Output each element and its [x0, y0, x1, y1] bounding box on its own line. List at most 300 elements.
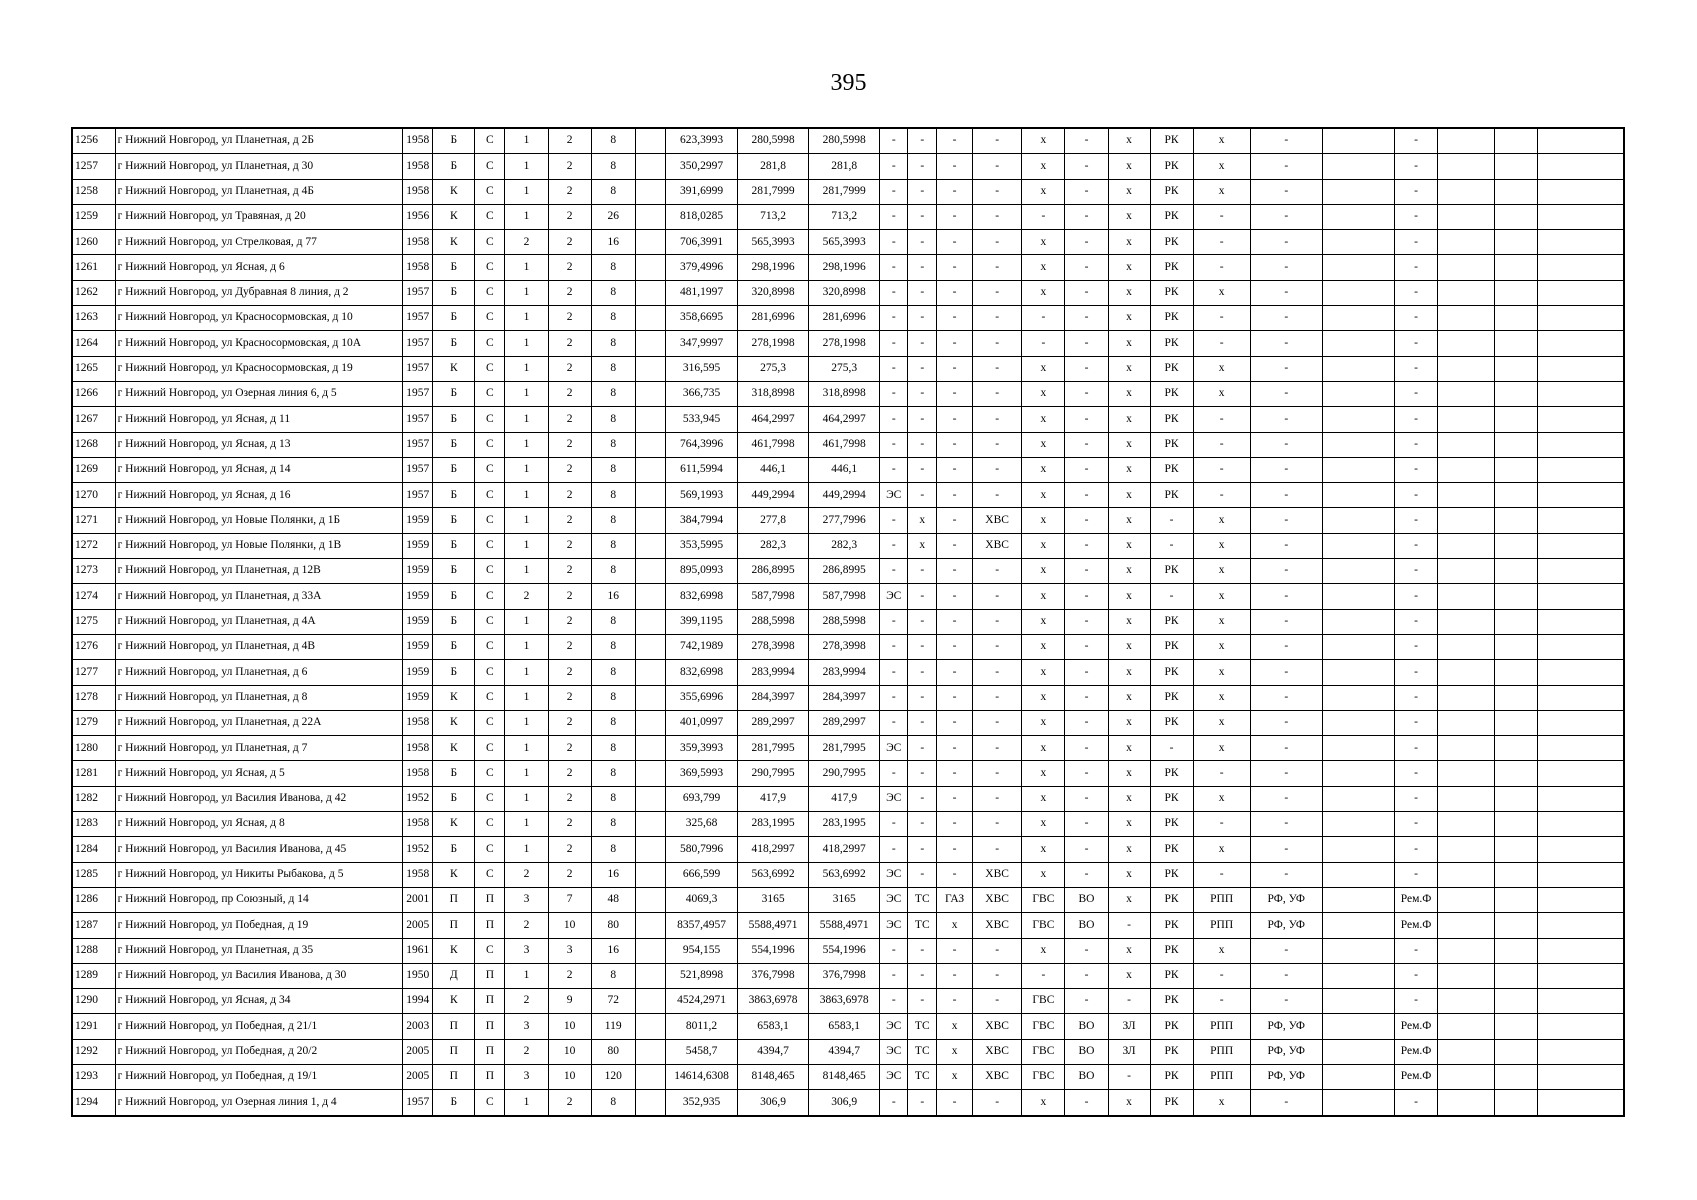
table-cell: ГАЗ — [937, 887, 973, 912]
table-cell: 1 — [505, 179, 548, 204]
table-cell: К — [433, 736, 475, 761]
table-cell: РК — [1150, 812, 1193, 837]
table-cell: - — [937, 736, 973, 761]
table-cell — [635, 533, 665, 558]
table-cell: - — [972, 381, 1022, 406]
table-cell — [1538, 230, 1624, 255]
table-cell: К — [433, 204, 475, 229]
table-cell: Б — [433, 634, 475, 659]
table-cell: 2 — [548, 963, 591, 988]
table-cell: г Нижний Новгород, ул Победная, д 21/1 — [115, 1014, 403, 1039]
table-cell: 1272 — [72, 533, 115, 558]
table-cell — [1322, 989, 1394, 1014]
table-cell: - — [937, 660, 973, 685]
table-cell — [1322, 913, 1394, 938]
table-row — [72, 685, 1624, 710]
table-cell: - — [908, 432, 937, 457]
table-cell: С — [475, 432, 505, 457]
table-cell: х — [1022, 761, 1065, 786]
table-cell: х — [1193, 786, 1250, 811]
table-cell: П — [433, 887, 475, 912]
table-cell: - — [1193, 407, 1250, 432]
table-cell: 282,3 — [809, 533, 880, 558]
table-cell: 1 — [505, 660, 548, 685]
table-cell: К — [433, 356, 475, 381]
table-cell: - — [1395, 179, 1438, 204]
table-cell: 461,7998 — [809, 432, 880, 457]
table-cell: - — [908, 761, 937, 786]
table-cell — [1322, 204, 1394, 229]
table-cell — [1495, 634, 1538, 659]
table-row — [72, 1064, 1624, 1089]
table-row — [72, 154, 1624, 179]
table-cell: 1958 — [403, 736, 433, 761]
table-cell: - — [1395, 609, 1438, 634]
table-cell — [1322, 356, 1394, 381]
table-cell: РК — [1150, 483, 1193, 508]
table-cell: РФ, УФ — [1250, 1039, 1322, 1064]
table-cell: 1282 — [72, 786, 115, 811]
table-cell: Б — [433, 761, 475, 786]
table-cell: г Нижний Новгород, ул Ясная, д 16 — [115, 483, 403, 508]
table-cell: 1959 — [403, 508, 433, 533]
table-cell: х — [1022, 559, 1065, 584]
table-cell: 1 — [505, 1090, 548, 1116]
table-cell: РК — [1150, 1064, 1193, 1089]
table-cell — [1438, 989, 1495, 1014]
table-cell: - — [1250, 407, 1322, 432]
table-cell: х — [1108, 331, 1150, 356]
table-cell — [1322, 1014, 1394, 1039]
table-cell: - — [880, 179, 908, 204]
table-cell: 2 — [548, 761, 591, 786]
table-cell: 1 — [505, 710, 548, 735]
table-cell: 446,1 — [738, 457, 809, 482]
table-cell: К — [433, 230, 475, 255]
table-cell — [635, 1014, 665, 1039]
table-cell: - — [1065, 1090, 1108, 1116]
table-cell — [1322, 584, 1394, 609]
table-cell: С — [475, 634, 505, 659]
table-cell: х — [1108, 963, 1150, 988]
table-row — [72, 306, 1624, 331]
table-cell — [1495, 837, 1538, 862]
table-cell: г Нижний Новгород, ул Озерная линия 6, д 5 — [115, 381, 403, 406]
table-cell: - — [1250, 862, 1322, 887]
table-cell: 358,6695 — [665, 306, 737, 331]
table-cell: х — [1022, 432, 1065, 457]
table-cell: РК — [1150, 559, 1193, 584]
table-row — [72, 331, 1624, 356]
table-cell: 288,5998 — [809, 609, 880, 634]
table-cell: - — [1395, 685, 1438, 710]
table-cell: 325,68 — [665, 812, 737, 837]
table-cell: 352,935 — [665, 1090, 737, 1116]
table-cell — [1322, 230, 1394, 255]
table-cell: - — [972, 204, 1022, 229]
table-cell: г Нижний Новгород, ул Ясная, д 6 — [115, 255, 403, 280]
table-cell — [1538, 306, 1624, 331]
table-cell: - — [908, 989, 937, 1014]
table-cell — [1495, 887, 1538, 912]
table-cell: 1268 — [72, 432, 115, 457]
table-cell: 1293 — [72, 1064, 115, 1089]
table-cell: 48 — [591, 887, 635, 912]
table-cell: РК — [1150, 204, 1193, 229]
table-cell: 5588,4971 — [809, 913, 880, 938]
table-cell: 289,2997 — [738, 710, 809, 735]
table-cell: 1289 — [72, 963, 115, 988]
table-cell: 8 — [591, 457, 635, 482]
table-cell: - — [1250, 609, 1322, 634]
table-cell: 8 — [591, 660, 635, 685]
table-cell: х — [1022, 710, 1065, 735]
table-cell: РК — [1150, 1090, 1193, 1116]
table-cell — [1538, 154, 1624, 179]
table-cell: г Нижний Новгород, ул Планетная, д 4Б — [115, 179, 403, 204]
table-cell: х — [1108, 280, 1150, 305]
table-cell: - — [880, 761, 908, 786]
table-cell — [1495, 280, 1538, 305]
table-cell: г Нижний Новгород, ул Планетная, д 4В — [115, 634, 403, 659]
table-cell: г Нижний Новгород, ул Ясная, д 11 — [115, 407, 403, 432]
table-cell: Б — [433, 280, 475, 305]
table-cell: 417,9 — [809, 786, 880, 811]
table-cell: 1952 — [403, 786, 433, 811]
table-cell: 1275 — [72, 609, 115, 634]
table-cell: К — [433, 862, 475, 887]
table-cell: 10 — [548, 1014, 591, 1039]
table-cell: - — [1065, 381, 1108, 406]
table-cell — [1438, 710, 1495, 735]
table-cell: ХВС — [972, 887, 1022, 912]
table-cell: - — [1395, 483, 1438, 508]
table-cell: 8 — [591, 255, 635, 280]
table-cell: - — [908, 457, 937, 482]
table-cell: П — [475, 1039, 505, 1064]
table-cell — [1438, 913, 1495, 938]
table-cell — [1438, 660, 1495, 685]
table-cell: 1959 — [403, 584, 433, 609]
table-cell: г Нижний Новгород, ул Красносормовская, д 19 — [115, 356, 403, 381]
table-cell: - — [937, 533, 973, 558]
table-cell — [1438, 356, 1495, 381]
table-cell: 1269 — [72, 457, 115, 482]
table-cell: ТС — [908, 913, 937, 938]
table-cell: ТС — [908, 887, 937, 912]
table-row — [72, 660, 1624, 685]
table-cell — [635, 1064, 665, 1089]
table-cell: - — [880, 255, 908, 280]
table-cell — [635, 862, 665, 887]
table-cell: - — [1395, 457, 1438, 482]
table-cell: х — [937, 1039, 973, 1064]
table-cell: 449,2994 — [809, 483, 880, 508]
table-cell: х — [1108, 609, 1150, 634]
table-cell: РК — [1150, 1014, 1193, 1039]
table-cell — [635, 255, 665, 280]
table-cell — [1322, 154, 1394, 179]
table-cell: 563,6992 — [738, 862, 809, 887]
table-cell: 3 — [505, 1064, 548, 1089]
table-cell: - — [1395, 255, 1438, 280]
table-cell: х — [1108, 230, 1150, 255]
table-cell: г Нижний Новгород, ул Планетная, д 33А — [115, 584, 403, 609]
table-cell: ТС — [908, 1039, 937, 1064]
table-cell: - — [1065, 483, 1108, 508]
table-cell: 320,8998 — [738, 280, 809, 305]
table-cell: х — [937, 1014, 973, 1039]
table-cell: 2 — [505, 1039, 548, 1064]
table-cell: г Нижний Новгород, ул Ясная, д 34 — [115, 989, 403, 1014]
table-cell: 119 — [591, 1014, 635, 1039]
table-cell: - — [1395, 837, 1438, 862]
table-cell: 1286 — [72, 887, 115, 912]
table-cell: 521,8998 — [665, 963, 737, 988]
table-row — [72, 736, 1624, 761]
table-cell — [1438, 306, 1495, 331]
table-row — [72, 837, 1624, 862]
table-cell — [1538, 685, 1624, 710]
table-cell: - — [1065, 710, 1108, 735]
table-cell: ГВС — [1022, 1064, 1065, 1089]
table-cell: 464,2997 — [738, 407, 809, 432]
table-cell — [1495, 508, 1538, 533]
table-cell: х — [1193, 381, 1250, 406]
table-cell: г Нижний Новгород, ул Планетная, д 8 — [115, 685, 403, 710]
table-cell — [1322, 862, 1394, 887]
table-cell: 355,6996 — [665, 685, 737, 710]
table-cell: С — [475, 862, 505, 887]
table-cell: РПП — [1193, 1064, 1250, 1089]
table-cell: 8 — [591, 179, 635, 204]
table-row — [72, 862, 1624, 887]
table-cell: х — [1108, 432, 1150, 457]
table-cell — [635, 204, 665, 229]
table-cell: 2005 — [403, 1039, 433, 1064]
table-cell — [1322, 306, 1394, 331]
table-cell: - — [1065, 508, 1108, 533]
table-cell: - — [937, 179, 973, 204]
table-cell: - — [937, 356, 973, 381]
table-cell: 1958 — [403, 255, 433, 280]
table-cell: 2 — [548, 154, 591, 179]
table-cell — [1538, 128, 1624, 154]
table-cell: х — [1022, 154, 1065, 179]
table-row — [72, 128, 1624, 154]
table-cell — [1538, 559, 1624, 584]
table-cell: 1 — [505, 609, 548, 634]
table-cell: С — [475, 483, 505, 508]
table-cell: г Нижний Новгород, ул Дубравная 8 линия, д 2 — [115, 280, 403, 305]
table-cell: - — [937, 938, 973, 963]
table-cell: 286,8995 — [809, 559, 880, 584]
table-cell: ЭС — [880, 1039, 908, 1064]
table-cell: - — [937, 407, 973, 432]
table-cell: 2 — [548, 483, 591, 508]
table-row — [72, 1090, 1624, 1116]
table-cell: - — [880, 331, 908, 356]
table-cell: 401,0997 — [665, 710, 737, 735]
table-cell: Б — [433, 559, 475, 584]
table-cell — [635, 913, 665, 938]
table-cell — [1322, 559, 1394, 584]
table-cell: 120 — [591, 1064, 635, 1089]
table-cell: 2 — [548, 660, 591, 685]
table-row — [72, 609, 1624, 634]
table-cell — [635, 508, 665, 533]
table-cell: 1961 — [403, 938, 433, 963]
table-cell: 10 — [548, 913, 591, 938]
table-cell: х — [1108, 508, 1150, 533]
table-cell: - — [937, 584, 973, 609]
table-cell — [1495, 457, 1538, 482]
table-cell: х — [1022, 407, 1065, 432]
table-cell: 2 — [548, 255, 591, 280]
table-cell: 2 — [505, 862, 548, 887]
table-cell: - — [908, 963, 937, 988]
table-cell: - — [1065, 862, 1108, 887]
table-cell — [1495, 1090, 1538, 1116]
table-cell: РПП — [1193, 913, 1250, 938]
table-cell: 4069,3 — [665, 887, 737, 912]
table-cell: - — [1193, 812, 1250, 837]
table-cell: г Нижний Новгород, ул Планетная, д 35 — [115, 938, 403, 963]
table-cell — [1538, 381, 1624, 406]
table-cell — [635, 356, 665, 381]
table-cell: 2 — [505, 584, 548, 609]
table-cell: - — [908, 559, 937, 584]
table-cell: - — [1250, 381, 1322, 406]
table-cell: РК — [1150, 128, 1193, 154]
table-cell: Б — [433, 483, 475, 508]
table-cell: - — [937, 1090, 973, 1116]
table-cell: х — [937, 913, 973, 938]
table-cell: х — [1022, 685, 1065, 710]
table-cell — [1322, 938, 1394, 963]
table-cell: х — [1022, 1090, 1065, 1116]
table-cell: - — [880, 533, 908, 558]
table-cell: - — [1395, 280, 1438, 305]
table-cell: - — [1395, 154, 1438, 179]
table-cell — [1538, 736, 1624, 761]
table-cell: г Нижний Новгород, ул Ясная, д 13 — [115, 432, 403, 457]
table-cell: 1281 — [72, 761, 115, 786]
table-cell: 1256 — [72, 128, 115, 154]
table-cell: - — [937, 128, 973, 154]
table-cell: 2 — [548, 407, 591, 432]
table-cell: - — [1250, 204, 1322, 229]
table-cell: 290,7995 — [809, 761, 880, 786]
table-cell — [1495, 913, 1538, 938]
table-cell — [1538, 432, 1624, 457]
table-cell: - — [937, 306, 973, 331]
table-cell: ГВС — [1022, 1039, 1065, 1064]
table-row — [72, 634, 1624, 659]
table-cell: 8 — [591, 812, 635, 837]
table-cell: х — [1193, 508, 1250, 533]
table-cell: - — [1193, 306, 1250, 331]
table-cell: - — [1250, 736, 1322, 761]
table-cell: - — [1250, 230, 1322, 255]
table-cell: - — [1250, 786, 1322, 811]
table-cell: 318,8998 — [809, 381, 880, 406]
table-cell: Б — [433, 457, 475, 482]
table-cell: РК — [1150, 179, 1193, 204]
table-cell: - — [908, 306, 937, 331]
table-cell: 1279 — [72, 710, 115, 735]
table-cell: 1994 — [403, 989, 433, 1014]
table-cell: ЗЛ — [1108, 1014, 1150, 1039]
table-cell: 2 — [548, 812, 591, 837]
table-cell — [1495, 609, 1538, 634]
table-cell: - — [908, 685, 937, 710]
table-cell: - — [880, 356, 908, 381]
table-cell: г Нижний Новгород, ул Новые Полянки, д 1В — [115, 533, 403, 558]
table-cell: С — [475, 584, 505, 609]
table-cell: - — [1065, 761, 1108, 786]
table-cell: - — [972, 1090, 1022, 1116]
table-cell: - — [937, 204, 973, 229]
table-cell — [635, 559, 665, 584]
table-cell: 306,9 — [738, 1090, 809, 1116]
table-cell: - — [972, 483, 1022, 508]
table-cell: - — [937, 862, 973, 887]
table-cell: 2 — [548, 331, 591, 356]
table-cell: 1 — [505, 837, 548, 862]
table-cell — [1495, 963, 1538, 988]
table-cell: С — [475, 331, 505, 356]
table-cell: 3 — [548, 938, 591, 963]
table-cell: 580,7996 — [665, 837, 737, 862]
table-cell: 7 — [548, 887, 591, 912]
table-cell: Б — [433, 306, 475, 331]
table-cell: - — [1065, 584, 1108, 609]
table-cell: - — [908, 154, 937, 179]
table-cell: - — [1395, 204, 1438, 229]
table-cell: - — [1065, 432, 1108, 457]
table-cell: 1958 — [403, 230, 433, 255]
table-cell: С — [475, 230, 505, 255]
table-row — [72, 255, 1624, 280]
table-cell — [635, 179, 665, 204]
table-cell: С — [475, 812, 505, 837]
table-cell: ВО — [1065, 1039, 1108, 1064]
table-cell — [1438, 407, 1495, 432]
table-cell — [1438, 837, 1495, 862]
table-row — [72, 559, 1624, 584]
table-cell: 8 — [591, 508, 635, 533]
table-cell: - — [937, 255, 973, 280]
table-cell: 1958 — [403, 179, 433, 204]
table-cell: г Нижний Новгород, ул Победная, д 19/1 — [115, 1064, 403, 1089]
table-cell: 1959 — [403, 634, 433, 659]
table-cell: 8 — [591, 533, 635, 558]
table-cell: - — [880, 230, 908, 255]
table-cell: х — [1022, 938, 1065, 963]
table-cell: г Нижний Новгород, ул Красносормовская, д 10А — [115, 331, 403, 356]
table-row — [72, 1039, 1624, 1064]
table-cell: х — [1193, 837, 1250, 862]
table-cell: 2005 — [403, 1064, 433, 1089]
table-cell: - — [1250, 356, 1322, 381]
table-cell: 277,8 — [738, 508, 809, 533]
table-cell: РК — [1150, 609, 1193, 634]
table-cell: х — [1108, 381, 1150, 406]
table-cell: - — [937, 230, 973, 255]
table-cell: х — [1108, 559, 1150, 584]
table-cell: - — [1193, 432, 1250, 457]
